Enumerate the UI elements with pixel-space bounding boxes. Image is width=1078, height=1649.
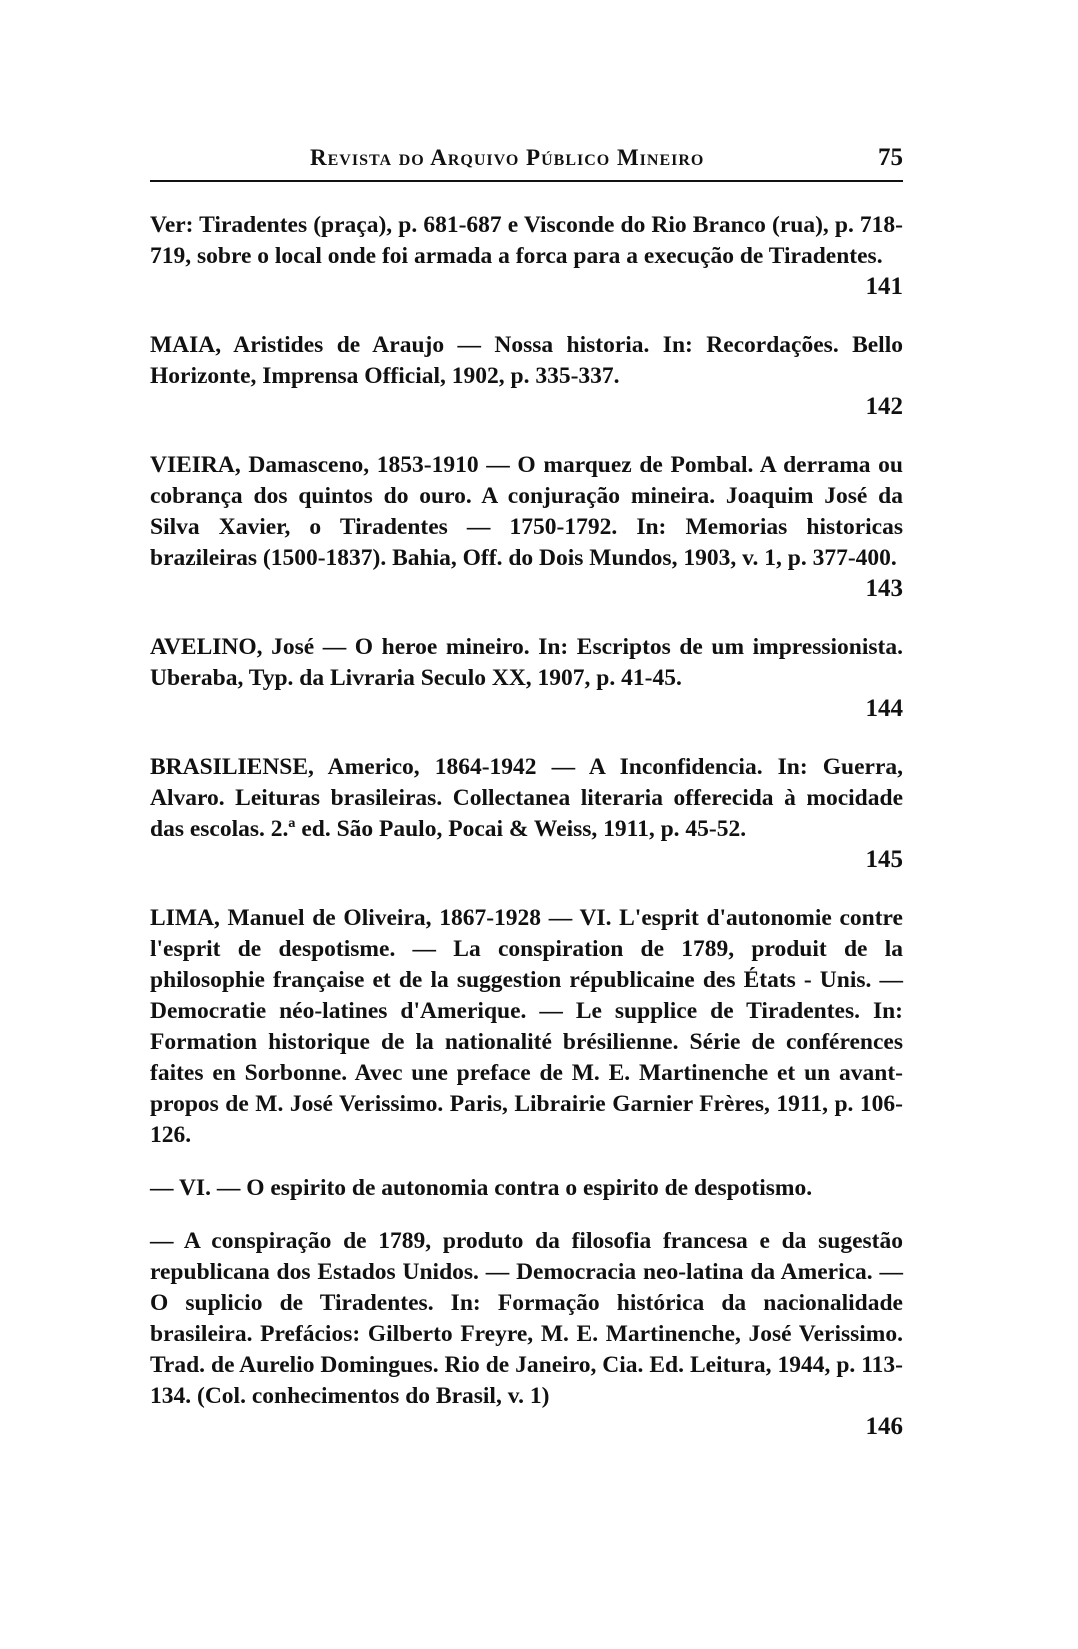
- entry-number: 144: [865, 695, 903, 722]
- entry-number: 141: [865, 273, 903, 300]
- entry-text: MAIA, Aristides de Araujo — Nossa historia. In: Recordações. Bello Horizonte, Imprensa Official, 1902, p. 335-337.: [150, 332, 903, 389]
- entry-number: 143: [865, 575, 903, 602]
- running-head: Revista do Arquivo Público Mineiro: [310, 145, 705, 170]
- entry-text: — VI. — O espirito de autonomia contra o espirito de despotismo.: [150, 1175, 813, 1201]
- entry-text: VIEIRA, Damasceno, 1853-1910 — O marquez de Pombal. A derrama ou cobrança dos quintos do ouro. A conjuração mineira. Joaquim José da Silva Xavier, o Tiradentes — 1750-1792. In: Memorias historicas brazileiras (1500-1837). Bahia, Off. do Dois Mundos, 1903, v. 1, p. 377-400.: [150, 452, 903, 571]
- entry-number: 142: [865, 393, 903, 420]
- entry-text: LIMA, Manuel de Oliveira, 1867-1928 — VI. L'esprit d'autonomie contre l'esprit de despotisme. — La conspiration de 1789, produit de la philosophie française et de la suggestion républicaine des États - Unis. — Democratie néo-latines d'Amerique. — Le supplice de Tiradentes. In: Formation historique de la nationalité brésilienne. Série de conférences faites en Sorbonne. Avec une preface de M. E. Martinenche et un avant-propos de M. José Verissimo. Paris, Librairie Garnier Frères, 1911, p. 106-126.: [150, 905, 903, 1148]
- entry-text: — A conspiração de 1789, produto da filosofia francesa e da sugestão republicana dos Estados Unidos. — Democracia neo-latina da America. — O suplicio de Tiradentes. In: Formação histórica da nacionalidade brasileira. Prefácios: Gilberto Freyre, M. E. Martinenche, José Verissimo. Trad. de Aurelio Domingues. Rio de Janeiro, Cia. Ed. Leitura, 1944, p. 113-134. (Col. conhecimentos do Brasil, v. 1): [150, 1228, 903, 1409]
- document-page: [150, 140, 903, 1442]
- entry-text: AVELINO, José — O heroe mineiro. In: Escriptos de um impressionista. Uberaba, Typ. da Livraria Seculo XX, 1907, p. 41-45.: [150, 634, 903, 691]
- entry-number: 146: [865, 1413, 903, 1440]
- entry-text: Ver: Tiradentes (praça), p. 681-687 e Visconde do Rio Branco (rua), p. 718-719, sobre o local onde foi armada a forca para a execução de Tiradentes.: [150, 212, 903, 269]
- entry-text: BRASILIENSE, Americo, 1864-1942 — A Inconfidencia. In: Guerra, Alvaro. Leituras brasileiras. Collectanea literaria offerecida à mocidade das escolas. 2.ª ed. São Paulo, Pocai & Weiss, 1911, p. 45-52.: [150, 754, 903, 842]
- page-header: [150, 140, 903, 182]
- entry-number: 145: [865, 846, 903, 873]
- page-number: 75: [878, 144, 903, 171]
